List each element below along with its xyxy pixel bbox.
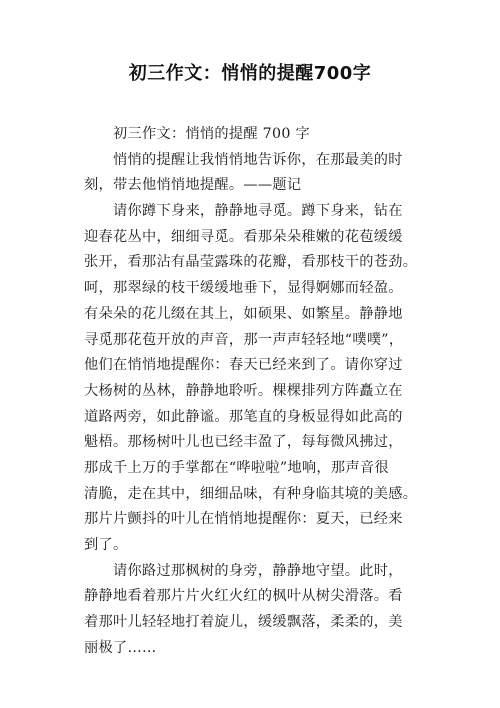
- document-body: [84, 122, 424, 661]
- body-line: 那成千上万的手掌都在“哗啦啦”地响，那声音很: [84, 459, 389, 476]
- body-line: 初三作文：悄悄的提醒 700 字: [113, 126, 310, 142]
- body-line: 清脆，走在其中，细细品味，有种身临其境的美感。: [84, 485, 418, 502]
- body-line: 有朵朵的花儿缀在其上，如硕果、如繁星。静静地: [84, 305, 403, 322]
- body-line: 请你蹲下身来，静静地寻觅。蹲下身来，钻在: [113, 203, 403, 220]
- document-title: 初三作文：悄悄的提醒700字: [128, 63, 372, 84]
- body-line: 大杨树的丛林，静静地聆听。棵棵排列方阵矗立在: [84, 382, 403, 399]
- body-line: 他们在悄悄地提醒你：春天已经来到了。请你穿过: [84, 357, 403, 374]
- body-line: 静静地看着那片片火红火红的枫叶从树尖滑落。看: [84, 588, 403, 605]
- body-line: 道路两旁，如此静谧。那笔直的身板显得如此高的: [84, 408, 403, 425]
- body-line: 丽极了……: [84, 639, 157, 656]
- body-line: 刻，带去他悄悄地提醒。——题记: [84, 177, 302, 194]
- body-line: 请你路过那枫树的身旁，静静地守望。此时，: [113, 562, 403, 579]
- body-line: 那片片颤抖的叶儿在悄悄地提醒你：夏天，已经来: [84, 511, 403, 528]
- body-line: 张开，看那沾有晶莹露珠的花瓣，看那枝干的苍劲。: [84, 254, 418, 271]
- body-line: 魁梧。那杨树叶儿也已经丰盈了，每每微风拂过，: [84, 434, 403, 451]
- body-line: 寻觅那花苞开放的声音，那一声声轻轻地“噗噗”，: [84, 331, 404, 348]
- body-line: 迎春花丛中，细细寻觅。看那朵朵稚嫩的花苞缓缓: [84, 228, 403, 245]
- body-line: 到了。: [84, 537, 128, 553]
- body-line: 着那叶儿轻轻地打着旋儿，缓缓飘落，柔柔的，美: [84, 614, 403, 631]
- body-line: 呵，那翠绿的枝干缓缓地垂下，显得婀娜而轻盈。: [84, 280, 403, 297]
- body-line: 悄悄的提醒让我悄悄地告诉你，在那最美的时: [113, 151, 403, 168]
